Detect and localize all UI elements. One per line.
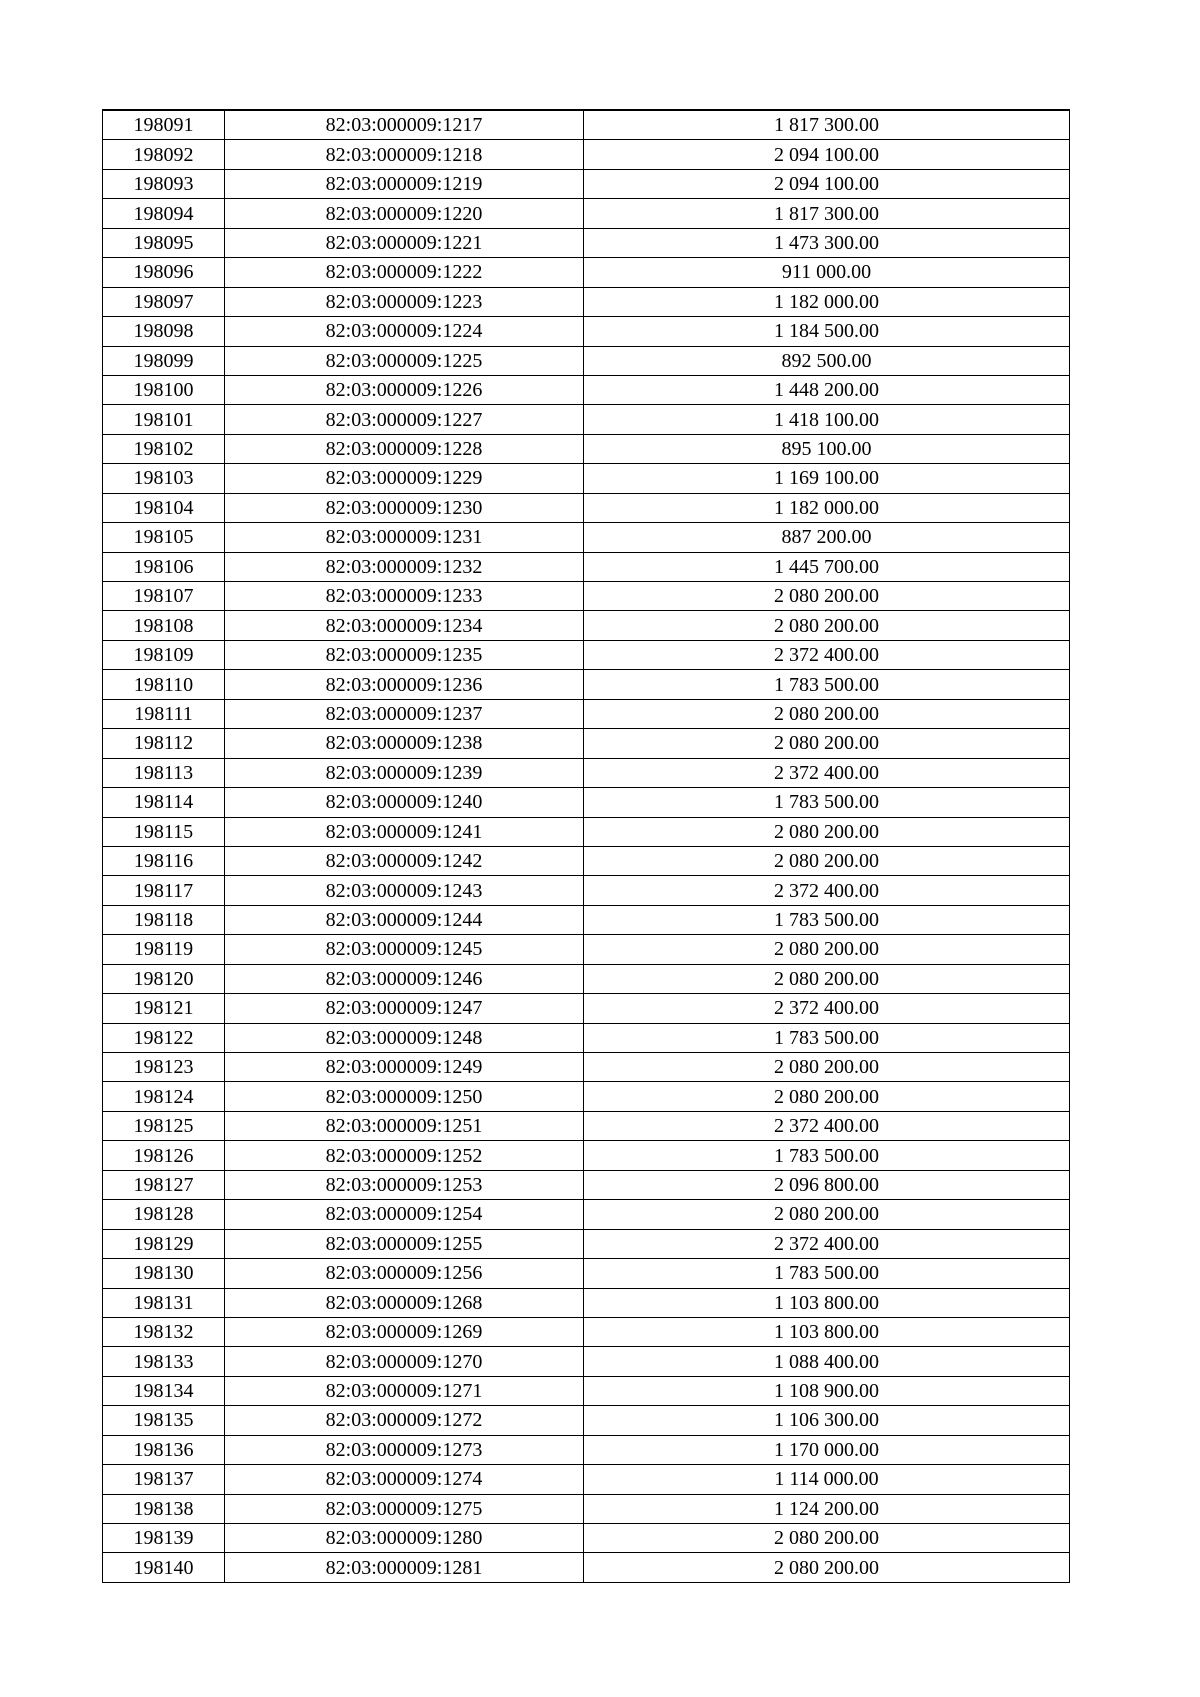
table-row [103, 611, 1070, 640]
cadastral-value-cell: 1 817 300.00 [584, 199, 1070, 228]
row-number-cell: 198134 [103, 1376, 225, 1405]
table-row [103, 552, 1070, 581]
cadastral-value-cell: 1 817 300.00 [584, 110, 1070, 140]
row-number-cell: 198094 [103, 199, 225, 228]
cadastral-number-cell: 82:03:000009:1223 [225, 287, 584, 316]
row-number-cell: 198118 [103, 905, 225, 934]
cadastral-value-cell: 1 170 000.00 [584, 1435, 1070, 1464]
table-row [103, 1170, 1070, 1199]
table-row [103, 1229, 1070, 1258]
cadastral-value-cell: 1 169 100.00 [584, 464, 1070, 493]
cadastral-value-cell: 1 448 200.00 [584, 375, 1070, 404]
table-row [103, 1435, 1070, 1464]
cadastral-value-cell: 887 200.00 [584, 523, 1070, 552]
table-row [103, 110, 1070, 140]
cadastral-number-cell: 82:03:000009:1224 [225, 317, 584, 346]
row-number-cell: 198091 [103, 110, 225, 140]
cadastral-number-cell: 82:03:000009:1256 [225, 1259, 584, 1288]
cadastral-number-cell: 82:03:000009:1233 [225, 582, 584, 611]
cadastral-value-cell: 892 500.00 [584, 346, 1070, 375]
row-number-cell: 198125 [103, 1111, 225, 1140]
table-row [103, 405, 1070, 434]
cadastral-value-cell: 1 783 500.00 [584, 670, 1070, 699]
cadastral-value-cell: 2 080 200.00 [584, 611, 1070, 640]
row-number-cell: 198139 [103, 1524, 225, 1553]
table-row [103, 846, 1070, 875]
row-number-cell: 198129 [103, 1229, 225, 1258]
cadastral-number-cell: 82:03:000009:1250 [225, 1082, 584, 1111]
cadastral-number-cell: 82:03:000009:1244 [225, 905, 584, 934]
row-number-cell: 198106 [103, 552, 225, 581]
row-number-cell: 198133 [103, 1347, 225, 1376]
row-number-cell: 198110 [103, 670, 225, 699]
row-number-cell: 198097 [103, 287, 225, 316]
cadastral-number-cell: 82:03:000009:1239 [225, 758, 584, 787]
cadastral-number-cell: 82:03:000009:1246 [225, 964, 584, 993]
cadastral-number-cell: 82:03:000009:1268 [225, 1288, 584, 1317]
table-row [103, 817, 1070, 846]
cadastral-number-cell: 82:03:000009:1249 [225, 1053, 584, 1082]
table-row [103, 640, 1070, 669]
table-row [103, 493, 1070, 522]
row-number-cell: 198099 [103, 346, 225, 375]
cadastral-value-cell: 1 088 400.00 [584, 1347, 1070, 1376]
cadastral-number-cell: 82:03:000009:1270 [225, 1347, 584, 1376]
cadastral-number-cell: 82:03:000009:1220 [225, 199, 584, 228]
table-row [103, 1376, 1070, 1405]
cadastral-number-cell: 82:03:000009:1236 [225, 670, 584, 699]
table-body [103, 110, 1070, 1582]
cadastral-value-cell: 2 080 200.00 [584, 817, 1070, 846]
table-row [103, 140, 1070, 169]
cadastral-number-cell: 82:03:000009:1252 [225, 1141, 584, 1170]
cadastral-value-cell: 2 080 200.00 [584, 1553, 1070, 1582]
table-row [103, 1465, 1070, 1494]
cadastral-number-cell: 82:03:000009:1254 [225, 1200, 584, 1229]
table-row [103, 523, 1070, 552]
row-number-cell: 198108 [103, 611, 225, 640]
cadastral-value-cell: 1 182 000.00 [584, 493, 1070, 522]
cadastral-value-cell: 2 080 200.00 [584, 582, 1070, 611]
cadastral-value-cell: 2 372 400.00 [584, 640, 1070, 669]
table-row [103, 258, 1070, 287]
cadastral-value-cell: 1 124 200.00 [584, 1494, 1070, 1523]
cadastral-number-cell: 82:03:000009:1230 [225, 493, 584, 522]
cadastral-number-cell: 82:03:000009:1232 [225, 552, 584, 581]
row-number-cell: 198117 [103, 876, 225, 905]
cadastral-number-cell: 82:03:000009:1280 [225, 1524, 584, 1553]
cadastral-number-cell: 82:03:000009:1272 [225, 1406, 584, 1435]
row-number-cell: 198135 [103, 1406, 225, 1435]
cadastral-number-cell: 82:03:000009:1235 [225, 640, 584, 669]
row-number-cell: 198098 [103, 317, 225, 346]
table-row [103, 169, 1070, 198]
row-number-cell: 198137 [103, 1465, 225, 1494]
cadastral-number-cell: 82:03:000009:1275 [225, 1494, 584, 1523]
cadastral-value-cell: 1 783 500.00 [584, 1023, 1070, 1052]
row-number-cell: 198092 [103, 140, 225, 169]
cadastral-value-table [102, 109, 1070, 1583]
table-row [103, 375, 1070, 404]
cadastral-number-cell: 82:03:000009:1242 [225, 846, 584, 875]
row-number-cell: 198101 [103, 405, 225, 434]
table-row [103, 1023, 1070, 1052]
cadastral-value-cell: 2 080 200.00 [584, 935, 1070, 964]
cadastral-value-cell: 2 094 100.00 [584, 169, 1070, 198]
table-row [103, 876, 1070, 905]
cadastral-number-cell: 82:03:000009:1253 [225, 1170, 584, 1199]
cadastral-number-cell: 82:03:000009:1217 [225, 110, 584, 140]
cadastral-number-cell: 82:03:000009:1227 [225, 405, 584, 434]
table-row [103, 346, 1070, 375]
row-number-cell: 198122 [103, 1023, 225, 1052]
row-number-cell: 198115 [103, 817, 225, 846]
table-row [103, 699, 1070, 728]
row-number-cell: 198103 [103, 464, 225, 493]
cadastral-number-cell: 82:03:000009:1234 [225, 611, 584, 640]
row-number-cell: 198113 [103, 758, 225, 787]
cadastral-number-cell: 82:03:000009:1231 [225, 523, 584, 552]
cadastral-value-cell: 2 080 200.00 [584, 699, 1070, 728]
row-number-cell: 198107 [103, 582, 225, 611]
cadastral-number-cell: 82:03:000009:1218 [225, 140, 584, 169]
table-row [103, 1553, 1070, 1582]
row-number-cell: 198096 [103, 258, 225, 287]
cadastral-value-cell: 1 473 300.00 [584, 228, 1070, 257]
table-row [103, 1494, 1070, 1523]
cadastral-number-cell: 82:03:000009:1222 [225, 258, 584, 287]
cadastral-number-cell: 82:03:000009:1243 [225, 876, 584, 905]
table-row [103, 317, 1070, 346]
cadastral-value-cell: 2 080 200.00 [584, 964, 1070, 993]
cadastral-value-cell: 2 080 200.00 [584, 729, 1070, 758]
cadastral-value-cell: 911 000.00 [584, 258, 1070, 287]
cadastral-value-cell: 2 096 800.00 [584, 1170, 1070, 1199]
cadastral-number-cell: 82:03:000009:1247 [225, 994, 584, 1023]
cadastral-number-cell: 82:03:000009:1238 [225, 729, 584, 758]
table-row [103, 758, 1070, 787]
cadastral-value-cell: 1 106 300.00 [584, 1406, 1070, 1435]
cadastral-number-cell: 82:03:000009:1228 [225, 434, 584, 463]
cadastral-value-cell: 2 372 400.00 [584, 1229, 1070, 1258]
row-number-cell: 198109 [103, 640, 225, 669]
cadastral-value-cell: 1 783 500.00 [584, 1259, 1070, 1288]
table-row [103, 1200, 1070, 1229]
table-row [103, 434, 1070, 463]
row-number-cell: 198130 [103, 1259, 225, 1288]
cadastral-value-cell: 1 103 800.00 [584, 1288, 1070, 1317]
row-number-cell: 198116 [103, 846, 225, 875]
cadastral-value-cell: 1 184 500.00 [584, 317, 1070, 346]
table-row [103, 582, 1070, 611]
cadastral-number-cell: 82:03:000009:1229 [225, 464, 584, 493]
table-row [103, 1082, 1070, 1111]
table-row [103, 199, 1070, 228]
row-number-cell: 198127 [103, 1170, 225, 1199]
cadastral-value-cell: 2 094 100.00 [584, 140, 1070, 169]
row-number-cell: 198114 [103, 788, 225, 817]
row-number-cell: 198105 [103, 523, 225, 552]
row-number-cell: 198138 [103, 1494, 225, 1523]
table-row [103, 464, 1070, 493]
cadastral-number-cell: 82:03:000009:1245 [225, 935, 584, 964]
row-number-cell: 198112 [103, 729, 225, 758]
row-number-cell: 198095 [103, 228, 225, 257]
table-row [103, 964, 1070, 993]
table-row [103, 1317, 1070, 1346]
table-row [103, 905, 1070, 934]
row-number-cell: 198126 [103, 1141, 225, 1170]
cadastral-number-cell: 82:03:000009:1237 [225, 699, 584, 728]
row-number-cell: 198104 [103, 493, 225, 522]
cadastral-value-cell: 1 418 100.00 [584, 405, 1070, 434]
row-number-cell: 198131 [103, 1288, 225, 1317]
cadastral-number-cell: 82:03:000009:1241 [225, 817, 584, 846]
cadastral-number-cell: 82:03:000009:1273 [225, 1435, 584, 1464]
cadastral-number-cell: 82:03:000009:1269 [225, 1317, 584, 1346]
table-row [103, 935, 1070, 964]
cadastral-value-cell: 2 080 200.00 [584, 1200, 1070, 1229]
cadastral-number-cell: 82:03:000009:1225 [225, 346, 584, 375]
table-row [103, 1406, 1070, 1435]
cadastral-value-cell: 2 372 400.00 [584, 1111, 1070, 1140]
cadastral-value-cell: 1 783 500.00 [584, 788, 1070, 817]
row-number-cell: 198124 [103, 1082, 225, 1111]
table-row [103, 1524, 1070, 1553]
cadastral-value-cell: 2 372 400.00 [584, 758, 1070, 787]
cadastral-value-cell: 1 783 500.00 [584, 905, 1070, 934]
cadastral-number-cell: 82:03:000009:1255 [225, 1229, 584, 1258]
cadastral-value-cell: 895 100.00 [584, 434, 1070, 463]
cadastral-value-cell: 2 080 200.00 [584, 1082, 1070, 1111]
cadastral-number-cell: 82:03:000009:1251 [225, 1111, 584, 1140]
table-row [103, 1347, 1070, 1376]
table-row [103, 994, 1070, 1023]
row-number-cell: 198102 [103, 434, 225, 463]
table-row [103, 1053, 1070, 1082]
cadastral-value-cell: 1 108 900.00 [584, 1376, 1070, 1405]
row-number-cell: 198119 [103, 935, 225, 964]
cadastral-value-cell: 2 372 400.00 [584, 876, 1070, 905]
cadastral-value-cell: 2 080 200.00 [584, 846, 1070, 875]
row-number-cell: 198100 [103, 375, 225, 404]
row-number-cell: 198140 [103, 1553, 225, 1582]
table-row [103, 1259, 1070, 1288]
cadastral-value-cell: 1 182 000.00 [584, 287, 1070, 316]
cadastral-value-cell: 1 103 800.00 [584, 1317, 1070, 1346]
table-row [103, 1141, 1070, 1170]
cadastral-value-cell: 2 080 200.00 [584, 1524, 1070, 1553]
cadastral-value-cell: 1 114 000.00 [584, 1465, 1070, 1494]
cadastral-number-cell: 82:03:000009:1248 [225, 1023, 584, 1052]
table-row [103, 1111, 1070, 1140]
cadastral-value-cell: 1 783 500.00 [584, 1141, 1070, 1170]
row-number-cell: 198132 [103, 1317, 225, 1346]
row-number-cell: 198120 [103, 964, 225, 993]
cadastral-value-cell: 2 080 200.00 [584, 1053, 1070, 1082]
cadastral-number-cell: 82:03:000009:1271 [225, 1376, 584, 1405]
cadastral-number-cell: 82:03:000009:1226 [225, 375, 584, 404]
cadastral-number-cell: 82:03:000009:1281 [225, 1553, 584, 1582]
row-number-cell: 198111 [103, 699, 225, 728]
table-row [103, 670, 1070, 699]
cadastral-value-cell: 2 372 400.00 [584, 994, 1070, 1023]
row-number-cell: 198123 [103, 1053, 225, 1082]
cadastral-number-cell: 82:03:000009:1219 [225, 169, 584, 198]
cadastral-value-cell: 1 445 700.00 [584, 552, 1070, 581]
table-row [103, 228, 1070, 257]
cadastral-number-cell: 82:03:000009:1240 [225, 788, 584, 817]
row-number-cell: 198128 [103, 1200, 225, 1229]
table-row [103, 287, 1070, 316]
row-number-cell: 198093 [103, 169, 225, 198]
cadastral-number-cell: 82:03:000009:1221 [225, 228, 584, 257]
cadastral-number-cell: 82:03:000009:1274 [225, 1465, 584, 1494]
row-number-cell: 198121 [103, 994, 225, 1023]
table-row [103, 729, 1070, 758]
row-number-cell: 198136 [103, 1435, 225, 1464]
table-row [103, 1288, 1070, 1317]
table-row [103, 788, 1070, 817]
